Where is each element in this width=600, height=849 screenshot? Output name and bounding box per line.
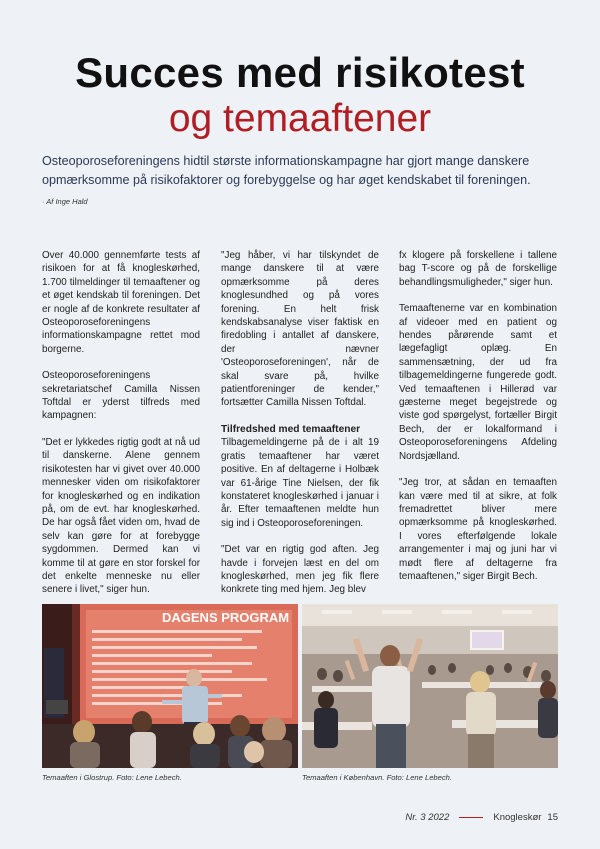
- photo-glostrup: [42, 604, 298, 768]
- slide-title: DAGENS PROGRAM: [162, 610, 290, 625]
- photo-caption-glostrup: Temaaften i Glostrup. Foto: Lene Lebech.: [42, 773, 182, 782]
- magazine-name: Knogleskør: [493, 812, 542, 823]
- page-number: 15: [547, 812, 558, 823]
- photo-kobenhavn-image: [302, 604, 558, 768]
- paragraph: Tilbagemeldingerne på de i alt 19 gratis temaaftener har været positive. En af deltagerne i Holbæk var 61-årige Tine Nielsen, der fik konstateret knogleskørhed i januar i år. Efter temaaftenen meldte hun sig ind i Osteoporoseforeningen.: [221, 437, 379, 529]
- paragraph: fx klogere på forskellene i tallene bag T-score og på de forskellige behandlingsmuligheder," siger hun.: [399, 250, 557, 288]
- photo-glostrup-image: [42, 604, 298, 768]
- photo-kobenhavn: [302, 604, 558, 768]
- paragraph: Osteoporoseforeningens sekretariatschef Camilla Nissen Toftdal er yderst tilfreds med kampagnen:: [42, 370, 200, 422]
- photo-caption-kobenhavn: Temaaften i København. Foto: Lene Lebech.: [302, 773, 453, 782]
- issue-number: Nr. 3 2022: [405, 812, 450, 823]
- byline: · Af Inge Hald: [42, 197, 88, 206]
- page-footer: [405, 812, 558, 823]
- lead-paragraph: Osteoporoseforeningens hidtil største informationskampagne har gjort mange danskere opmærksomme på risikofaktorer og forebyggelse og har øget kendskabet til foreningen.: [42, 154, 531, 187]
- article-column-2: [221, 249, 379, 597]
- paragraph: Temaaftenerne var en kombination af videoer med en patient og hendes pårørende samt et lægefagligt oplæg. En sammensætning, der ud fra tilbagemeldingerne fungerede godt. Ved temaaftenen i Hillerød var gæsterne meget begejstrede og viste god spørgelyst, fortæller Birgit Bech, der er lokalformand i Osteoporoseforeningens Afdeling Nordsjælland.: [399, 303, 557, 462]
- paragraph: "Jeg håber, vi har tilskyndet de mange danskere til at være opmærksomme på deres knoglesundhed og på vores forening. En helt frisk kendskabsanalyse viser faktisk en firedobling i antallet af danskere, der nævner 'Osteoporoseforeningen', når de skal svare på, hvilke patientforeninger de kender," fortsætter Camilla Nissen Toftdal.: [221, 250, 379, 409]
- paragraph: "Det var en rigtig god aften. Jeg havde i forvejen læst en del om knogleskørhed, men jeg fik flere konkrete ting med hjem. Jeg blev: [221, 544, 379, 596]
- subheading: Tilfredshed med temaaftener: [221, 423, 361, 435]
- paragraph: Over 40.000 gennemførte tests af risikoen for at få knogleskørhed, 1.700 tilmeldinger til temaaftener og et øget kendskab til foreningen. Det er nogle af de konkrete resultater af Osteoporoseforeningens informationskampagne rettet mod borgerne.: [42, 250, 200, 355]
- paragraph: "Jeg tror, at sådan en temaaften kan være med til at sikre, at folk fremadrettet bliver mere opmærksomme på knogleskørhed. I vores efterfølgende lokale arrangementer i maj og juni har vi mødt flere af deltagerne fra temaaftenen," siger Birgit Bech.: [399, 477, 557, 582]
- footer-divider: [459, 817, 483, 818]
- title-line-2: og temaaftener: [168, 97, 432, 140]
- article-column-1: [42, 249, 200, 597]
- paragraph: "Det er lykkedes rigtig godt at nå ud til danskerne. Alene gennem risikotesten har vi givet over 40.000 mennesker viden om risikofaktorer for knogleskørhed og en indikation på, om de evt. har knogleskørhed. De har også fået viden om, hvad de selv kan gøre for at forebygge sygdommen. Dermed kan vi komme til at gøre en stor forskel for det enkelte menneske nu eller senere i livet," siger hun.: [42, 436, 200, 596]
- article-column-3: [399, 249, 557, 583]
- title-line-1: Succes med risikotest: [75, 49, 525, 96]
